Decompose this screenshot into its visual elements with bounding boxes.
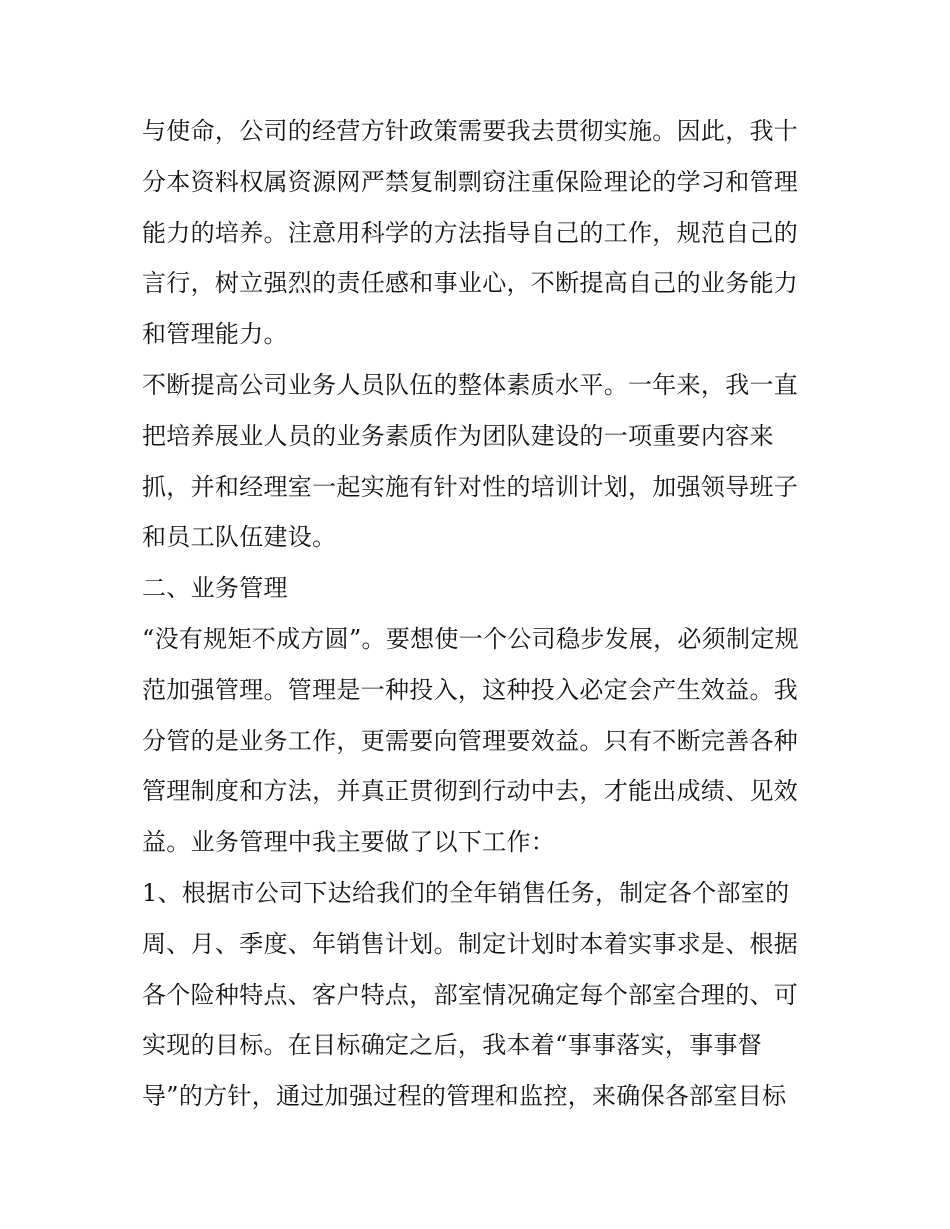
text-line: 范加强管理。管理是一种投入，这种投入必定会产生效益。我 — [142, 675, 799, 704]
text-line: 实现的目标。在目标确定之后，我本着“事事落实，事事督 — [142, 1031, 763, 1060]
text-line: 言行，树立强烈的责任感和事业心，不断提高自己的业务能力 — [142, 269, 799, 298]
text-line: 分本资料权属资源网严禁复制剽窃注重保险理论的学习和管理 — [142, 167, 799, 196]
text-line: 不断提高公司业务人员队伍的整体素质水平。一年来，我一直 — [142, 370, 799, 399]
text-line: 管理制度和方法，并真正贯彻到行动中去，才能出成绩、见效 — [142, 777, 799, 806]
section-heading: 二、业务管理 — [142, 574, 288, 603]
text-line: 和员工队伍建设。 — [142, 523, 337, 552]
text-line: 分管的是业务工作，更需要向管理要效益。只有不断完善各种 — [142, 726, 799, 755]
text-line: 和管理能力。 — [142, 320, 288, 349]
text-line: 能力的培养。注意用科学的方法指导自己的工作，规范自己的 — [142, 218, 799, 247]
text-line: “没有规矩不成方圆”。要想使一个公司稳步发展，必须制定规 — [142, 624, 799, 653]
text-line: 益。业务管理中我主要做了以下工作： — [142, 828, 556, 857]
document-body — [142, 106, 822, 1122]
text-line: 把培养展业人员的业务素质作为团队建设的一项重要内容来 — [142, 421, 774, 450]
text-line: 1、根据市公司下达给我们的全年销售任务，制定各个部室的 — [142, 878, 790, 907]
text-line: 导”的方针，通过加强过程的管理和监控，来确保各部室目标 — [142, 1082, 787, 1111]
text-line: 与使命，公司的经营方针政策需要我去贯彻实施。因此，我十 — [142, 117, 799, 145]
text-line: 各个险种特点、客户特点，部室情况确定每个部室合理的、可 — [142, 980, 799, 1009]
text-line: 周、月、季度、年销售计划。制定计划时本着实事求是、根据 — [142, 929, 799, 958]
text-line: 抓，并和经理室一起实施有针对性的培训计划，加强领导班子 — [142, 472, 799, 501]
